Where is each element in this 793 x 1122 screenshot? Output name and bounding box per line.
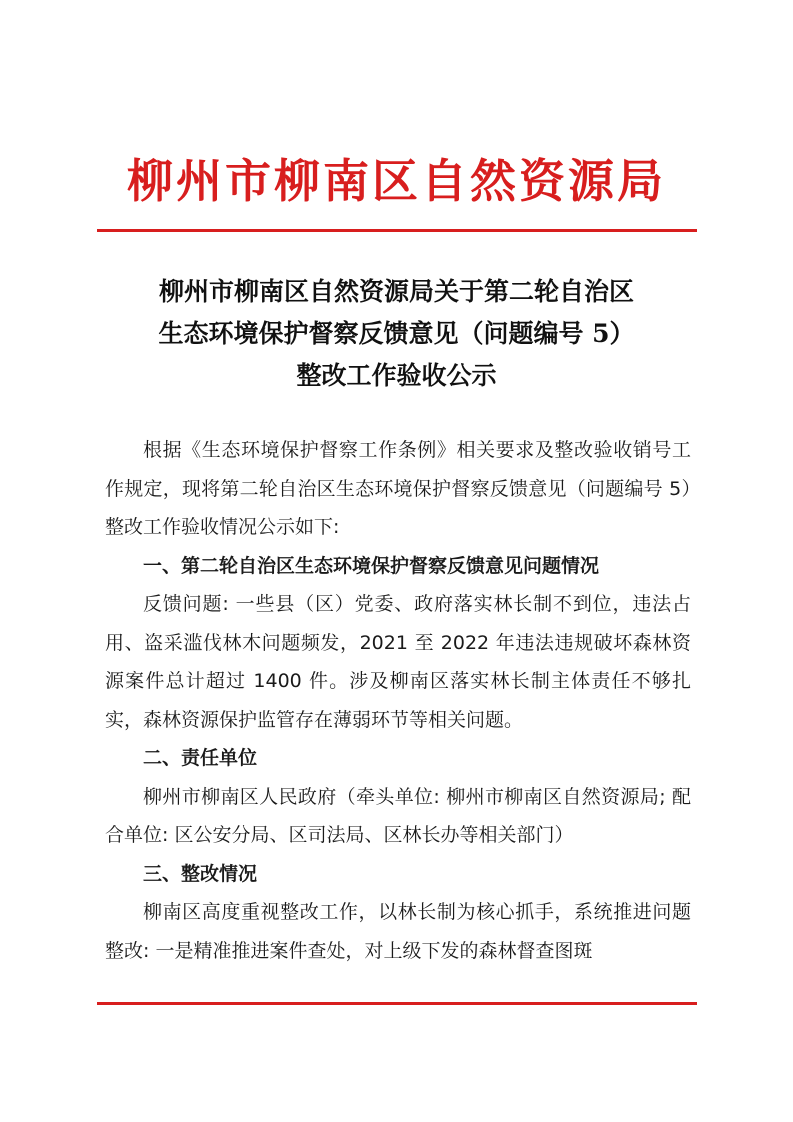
footer-red-rule <box>97 1002 697 1005</box>
header-red-rule <box>97 229 697 232</box>
intro-paragraph: 根据《生态环境保护督察工作条例》相关要求及整改验收销号工作规定，现将第二轮自治区生态环境保护督察反馈意见（问题编号 5）整改工作验收情况公示如下: <box>105 439 691 538</box>
section-2-paragraph: 柳州市柳南区人民政府（牵头单位: 柳州市柳南区自然资源局; 配合单位: 区公安分局、区司法局、区林长办等相关部门） <box>105 785 691 846</box>
document-body <box>105 431 691 970</box>
section-1-paragraph: 反馈问题: 一些县（区）党委、政府落实林长制不到位，违法占用、盗采滥伐林木问题频发，2021 至 2022 年违法违规破坏森林资源案件总计超过 1400 件。涉及柳南区落实林长制主体责任不够扎实，森林资源保护监管存在薄弱环节等相关问题。 <box>105 593 691 731</box>
section-2-heading: 二、责任单位 <box>143 747 258 769</box>
organization-header: 柳州市柳南区自然资源局 <box>127 154 666 208</box>
section-3-paragraph: 柳南区高度重视整改工作，以林长制为核心抓手，系统推进问题整改: 一是精准推进案件查处，对上级下发的森林督查图斑 <box>105 901 691 962</box>
title-line-2: 生态环境保护督察反馈意见（问题编号 5） <box>158 319 635 348</box>
section-3-heading: 三、整改情况 <box>143 862 258 885</box>
document-title <box>80 271 713 397</box>
section-1-heading: 一、第二轮自治区生态环境保护督察反馈意见问题情况 <box>143 554 600 577</box>
title-line-3: 整改工作验收公示 <box>296 361 497 390</box>
title-line-1: 柳州市柳南区自然资源局关于第二轮自治区 <box>158 277 634 306</box>
